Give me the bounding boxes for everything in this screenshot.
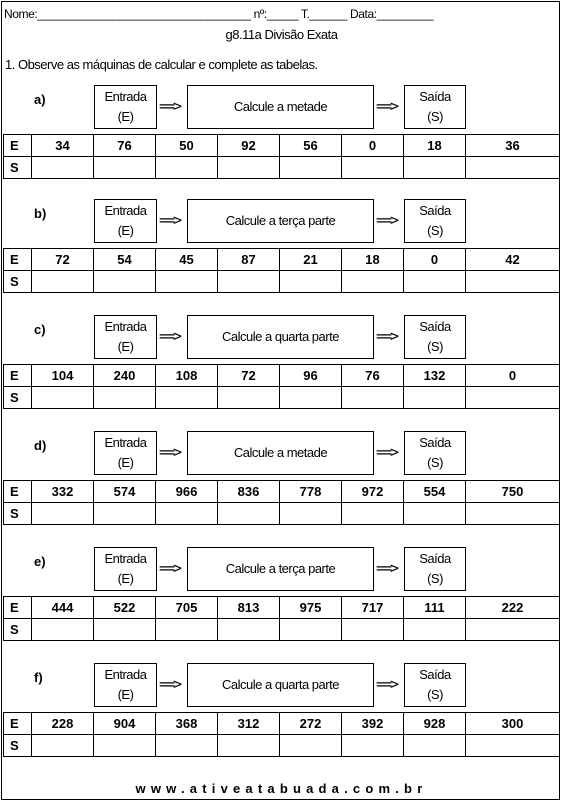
exercise-letter: f) (34, 670, 43, 685)
input-box (94, 315, 157, 359)
output-symbol: (S) (427, 687, 443, 702)
input-value-cell: 928 (404, 713, 466, 735)
exercise-letter: a) (34, 92, 46, 107)
input-value-cell: 96 (280, 365, 342, 387)
operation-box (187, 431, 374, 475)
exercise-table (3, 712, 560, 757)
answer-cell[interactable] (404, 735, 466, 757)
output-box (404, 199, 466, 243)
input-box (94, 547, 157, 591)
row-label-s: S (4, 271, 32, 293)
answer-cell[interactable] (156, 503, 218, 525)
exercise-section (0, 199, 563, 299)
input-value-cell: 312 (218, 713, 280, 735)
operation-label: Calcule a quarta parte (222, 329, 339, 344)
input-label: Entrada (104, 319, 147, 334)
answer-cell[interactable] (156, 387, 218, 409)
input-label: Entrada (104, 203, 147, 218)
exercise-table (3, 596, 560, 641)
answer-cell[interactable] (32, 157, 94, 179)
answer-cell[interactable] (466, 503, 560, 525)
input-value-cell: 34 (32, 135, 94, 157)
exercise-section (0, 663, 563, 763)
answer-cell[interactable] (342, 503, 404, 525)
answer-cell[interactable] (218, 735, 280, 757)
operation-box (187, 85, 374, 129)
input-value-cell: 18 (404, 135, 466, 157)
input-value-cell: 272 (280, 713, 342, 735)
input-value-cell: 904 (94, 713, 156, 735)
input-value-cell: 54 (94, 249, 156, 271)
input-value-cell: 76 (342, 365, 404, 387)
entrada-row (4, 481, 560, 503)
input-label: Entrada (104, 551, 147, 566)
input-value-cell: 76 (94, 135, 156, 157)
answer-cell[interactable] (156, 157, 218, 179)
arrow-right-icon: ==> (376, 327, 398, 345)
input-value-cell: 836 (218, 481, 280, 503)
arrow-right-icon: ==> (376, 97, 398, 115)
answer-cell[interactable] (94, 503, 156, 525)
exercise-letter: e) (34, 554, 46, 569)
entrada-row (4, 365, 560, 387)
output-box (404, 431, 466, 475)
answer-cell[interactable] (218, 157, 280, 179)
input-value-cell: 444 (32, 597, 94, 619)
arrow-right-icon: ==> (376, 443, 398, 461)
output-label: Saída (419, 89, 451, 104)
exercise-section (0, 85, 563, 185)
output-symbol: (S) (427, 223, 443, 238)
input-value-cell: 104 (32, 365, 94, 387)
input-value-cell: 0 (466, 365, 560, 387)
input-label: Entrada (104, 435, 147, 450)
answer-cell[interactable] (342, 619, 404, 641)
answer-cell[interactable] (404, 503, 466, 525)
row-label-s: S (4, 619, 32, 641)
output-symbol: (S) (427, 109, 443, 124)
row-label-s: S (4, 503, 32, 525)
input-value-cell: 966 (156, 481, 218, 503)
answer-cell[interactable] (466, 271, 560, 293)
exercise-table (3, 134, 560, 179)
answer-cell[interactable] (466, 157, 560, 179)
input-symbol: (E) (117, 339, 134, 354)
output-label: Saída (419, 551, 451, 566)
answer-cell[interactable] (32, 619, 94, 641)
answer-cell[interactable] (280, 387, 342, 409)
entrada-row (4, 597, 560, 619)
answer-cell[interactable] (156, 735, 218, 757)
input-value-cell: 21 (280, 249, 342, 271)
row-label-e: E (4, 249, 32, 271)
input-value-cell: 368 (156, 713, 218, 735)
output-box (404, 547, 466, 591)
arrow-right-icon: ==> (159, 97, 181, 115)
input-value-cell: 50 (156, 135, 218, 157)
answer-cell[interactable] (218, 503, 280, 525)
answer-cell[interactable] (218, 619, 280, 641)
input-symbol: (E) (117, 571, 134, 586)
input-value-cell: 778 (280, 481, 342, 503)
row-label-s: S (4, 157, 32, 179)
answer-cell[interactable] (94, 387, 156, 409)
input-value-cell: 42 (466, 249, 560, 271)
input-value-cell: 132 (404, 365, 466, 387)
entrada-row (4, 713, 560, 735)
input-value-cell: 972 (342, 481, 404, 503)
answer-cell[interactable] (218, 387, 280, 409)
saida-row (4, 387, 560, 409)
row-label-s: S (4, 735, 32, 757)
input-value-cell: 705 (156, 597, 218, 619)
output-label: Saída (419, 667, 451, 682)
answer-cell[interactable] (342, 387, 404, 409)
row-label-s: S (4, 387, 32, 409)
input-value-cell: 300 (466, 713, 560, 735)
saida-row (4, 271, 560, 293)
entrada-row (4, 135, 560, 157)
input-symbol: (E) (117, 109, 134, 124)
operation-label: Calcule a terça parte (225, 213, 336, 228)
answer-cell[interactable] (32, 387, 94, 409)
input-box (94, 85, 157, 129)
arrow-right-icon: ==> (376, 559, 398, 577)
arrow-right-icon: ==> (159, 675, 181, 693)
exercise-table (3, 364, 560, 409)
input-value-cell: 813 (218, 597, 280, 619)
arrow-right-icon: ==> (376, 211, 398, 229)
input-value-cell: 45 (156, 249, 218, 271)
input-box (94, 199, 157, 243)
output-label: Saída (419, 203, 451, 218)
input-value-cell: 392 (342, 713, 404, 735)
answer-cell[interactable] (280, 619, 342, 641)
input-box (94, 431, 157, 475)
row-label-e: E (4, 481, 32, 503)
arrow-right-icon: ==> (159, 559, 181, 577)
answer-cell[interactable] (404, 157, 466, 179)
output-box (404, 663, 466, 707)
input-value-cell: 574 (94, 481, 156, 503)
answer-cell[interactable] (280, 271, 342, 293)
answer-cell[interactable] (280, 157, 342, 179)
output-symbol: (S) (427, 571, 443, 586)
input-value-cell: 975 (280, 597, 342, 619)
row-label-e: E (4, 365, 32, 387)
answer-cell[interactable] (94, 619, 156, 641)
operation-box (187, 663, 374, 707)
answer-cell[interactable] (342, 735, 404, 757)
operation-label: Calcule a metade (233, 445, 328, 460)
output-label: Saída (419, 435, 451, 450)
input-value-cell: 228 (32, 713, 94, 735)
input-value-cell: 332 (32, 481, 94, 503)
answer-cell[interactable] (156, 271, 218, 293)
input-value-cell: 72 (32, 249, 94, 271)
answer-cell[interactable] (280, 735, 342, 757)
answer-cell[interactable] (156, 619, 218, 641)
input-value-cell: 18 (342, 249, 404, 271)
input-value-cell: 717 (342, 597, 404, 619)
saida-row (4, 157, 560, 179)
exercise-section (0, 431, 563, 531)
input-label: Entrada (104, 89, 147, 104)
input-value-cell: 0 (404, 249, 466, 271)
operation-label: Calcule a terça parte (225, 561, 336, 576)
input-value-cell: 92 (218, 135, 280, 157)
answer-cell[interactable] (32, 271, 94, 293)
arrow-right-icon: ==> (376, 675, 398, 693)
answer-cell[interactable] (218, 271, 280, 293)
input-symbol: (E) (117, 455, 134, 470)
answer-cell[interactable] (466, 387, 560, 409)
answer-cell[interactable] (94, 735, 156, 757)
exercise-letter: d) (34, 438, 47, 453)
input-value-cell: 111 (404, 597, 466, 619)
input-symbol: (E) (117, 223, 134, 238)
operation-label: Calcule a quarta parte (222, 677, 339, 692)
input-value-cell: 554 (404, 481, 466, 503)
arrow-right-icon: ==> (159, 443, 181, 461)
input-symbol: (E) (117, 687, 134, 702)
output-label: Saída (419, 319, 451, 334)
input-value-cell: 87 (218, 249, 280, 271)
input-value-cell: 222 (466, 597, 560, 619)
output-box (404, 85, 466, 129)
answer-cell[interactable] (404, 387, 466, 409)
saida-row (4, 619, 560, 641)
operation-box (187, 199, 374, 243)
exercise-letter: c) (34, 322, 46, 337)
arrow-right-icon: ==> (159, 327, 181, 345)
input-value-cell: 0 (342, 135, 404, 157)
answer-cell[interactable] (404, 619, 466, 641)
output-box (404, 315, 466, 359)
saida-row (4, 735, 560, 757)
answer-cell[interactable] (466, 735, 560, 757)
answer-cell[interactable] (342, 271, 404, 293)
answer-cell[interactable] (94, 271, 156, 293)
instruction-text: 1. Observe as máquinas de calcular e complete as tabelas. (5, 57, 318, 72)
input-value-cell: 72 (218, 365, 280, 387)
answer-cell[interactable] (32, 735, 94, 757)
input-value-cell: 522 (94, 597, 156, 619)
input-label: Entrada (104, 667, 147, 682)
input-value-cell: 36 (466, 135, 560, 157)
answer-cell[interactable] (280, 503, 342, 525)
student-info-line: Nome:__________________________________ nº:_____ T.______ Data:_________ (4, 7, 434, 21)
answer-cell[interactable] (342, 157, 404, 179)
output-symbol: (S) (427, 339, 443, 354)
input-value-cell: 240 (94, 365, 156, 387)
answer-cell[interactable] (32, 503, 94, 525)
operation-box (187, 547, 374, 591)
worksheet-title: g8.11a Divisão Exata (225, 27, 338, 42)
entrada-row (4, 249, 560, 271)
input-box (94, 663, 157, 707)
input-value-cell: 56 (280, 135, 342, 157)
row-label-e: E (4, 597, 32, 619)
operation-box (187, 315, 374, 359)
input-value-cell: 108 (156, 365, 218, 387)
input-value-cell: 750 (466, 481, 560, 503)
row-label-e: E (4, 135, 32, 157)
arrow-right-icon: ==> (159, 211, 181, 229)
answer-cell[interactable] (466, 619, 560, 641)
exercise-table (3, 248, 560, 293)
exercise-section (0, 315, 563, 415)
row-label-e: E (4, 713, 32, 735)
exercise-section (0, 547, 563, 647)
output-symbol: (S) (427, 455, 443, 470)
website-footer: www.ativeatabuada.com.br (135, 781, 428, 796)
answer-cell[interactable] (94, 157, 156, 179)
answer-cell[interactable] (404, 271, 466, 293)
saida-row (4, 503, 560, 525)
operation-label: Calcule a metade (233, 99, 328, 114)
exercise-letter: b) (34, 206, 47, 221)
exercise-table (3, 480, 560, 525)
